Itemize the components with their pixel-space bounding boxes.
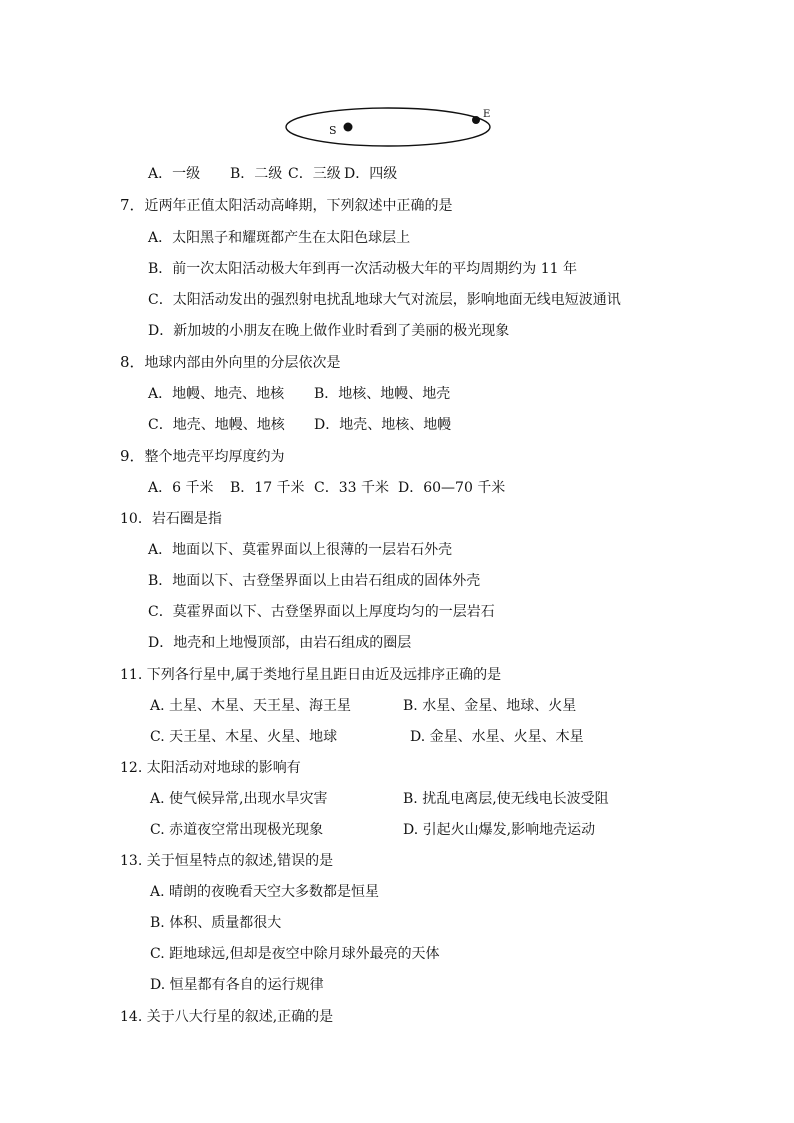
sun-label: S xyxy=(329,124,337,137)
q11-option-b: B. 水星、金星、地球、火星 xyxy=(403,698,577,714)
q9-stem-row xyxy=(120,447,285,466)
q10-option-b: B．地面以下、古登堡界面以上由岩石组成的固体外壳 xyxy=(148,573,481,589)
q7-option-c: C．太阳活动发出的强烈射电扰乱地球大气对流层，影响地面无线电短波通讯 xyxy=(148,292,621,308)
q10-stem: 10．岩石圈是指 xyxy=(120,511,222,527)
q13-option-d: D. 恒星都有各自的运行规律 xyxy=(150,977,324,993)
q12-option-a: A. 使气候异常,出现水旱灾害 xyxy=(150,791,328,807)
q13-option-c: C. 距地球远,但却是夜空中除月球外最亮的天体 xyxy=(150,946,440,962)
q13-option-a: A. 晴朗的夜晚看天空大多数都是恒星 xyxy=(150,884,380,900)
q12-stem: 12. 太阳活动对地球的影响有 xyxy=(120,760,301,776)
q11-stem: 11. 下列各行星中,属于类地行星且距日由近及远排序正确的是 xyxy=(120,667,502,683)
q11-option-c: C. 天王星、木星、火星、地球 xyxy=(150,729,338,745)
q7-number: 7． xyxy=(120,196,145,214)
q12-option-c: C. 赤道夜空常出现极光现象 xyxy=(150,822,324,838)
q9-option-d: D．60—70 千米 xyxy=(398,480,506,496)
q10-option-d: D．地壳和上地慢顶部，由岩石组成的圈层 xyxy=(148,635,412,651)
q9-option-c: C．33 千米 xyxy=(314,480,389,496)
q8-stem: 地球内部由外向里的分层依次是 xyxy=(144,355,341,371)
q8-stem-row xyxy=(120,353,341,372)
q7-option-a: A．太阳黑子和耀斑都产生在太阳色球层上 xyxy=(148,230,411,246)
q14-stem: 14. 关于八大行星的叙述,正确的是 xyxy=(120,1009,334,1025)
q9-option-b: B．17 千米 xyxy=(230,480,305,496)
orbit-diagram xyxy=(280,100,500,156)
q6-option-c: C．三级 xyxy=(288,166,341,182)
q9-number: 9． xyxy=(120,447,145,465)
q6-option-d: D．四级 xyxy=(344,166,398,182)
q12-option-b: B. 扰乱电离层,使无线电长波受阻 xyxy=(403,791,609,807)
q6-option-a: A．一级 xyxy=(148,166,201,182)
q9-stem: 整个地壳平均厚度约为 xyxy=(144,449,285,465)
q7-option-d: D．新加坡的小朋友在晚上做作业时看到了美丽的极光现象 xyxy=(148,323,510,339)
q8-option-a: A．地幔、地壳、地核 xyxy=(148,386,285,402)
q11-option-d: D. 金星、水星、火星、木星 xyxy=(410,729,584,745)
q11-option-a: A. 土星、木星、天王星、海王星 xyxy=(150,698,352,714)
q10-option-c: C．莫霍界面以下、古登堡界面以上厚度均匀的一层岩石 xyxy=(148,604,495,620)
q9-option-a: A．6 千米 xyxy=(148,480,214,496)
q13-stem: 13. 关于恒星特点的叙述,错误的是 xyxy=(120,853,334,869)
q8-option-d: D．地壳、地核、地幔 xyxy=(314,417,452,433)
q7-option-b: B．前一次太阳活动极大年到再一次活动极大年的平均周期约为 11 年 xyxy=(148,261,578,277)
q7-stem: 近两年正值太阳活动高峰期，下列叙述中正确的是 xyxy=(144,198,453,214)
q12-option-d: D. 引起火山爆发,影响地壳运动 xyxy=(403,822,596,838)
q8-number: 8． xyxy=(120,353,145,371)
q8-option-b: B．地核、地幔、地壳 xyxy=(314,386,451,402)
q6-option-b: B．二级 xyxy=(230,166,283,182)
sun-dot xyxy=(344,123,353,132)
q13-option-b: B. 体积、质量都很大 xyxy=(150,915,282,931)
q8-option-c: C．地壳、地幔、地核 xyxy=(148,417,285,433)
orbit-ellipse xyxy=(286,108,490,146)
q7-stem-row xyxy=(120,196,453,215)
earth-dot xyxy=(472,116,480,124)
earth-label: E xyxy=(483,109,491,120)
q10-option-a: A．地面以下、莫霍界面以上很薄的一层岩石外壳 xyxy=(148,542,453,558)
